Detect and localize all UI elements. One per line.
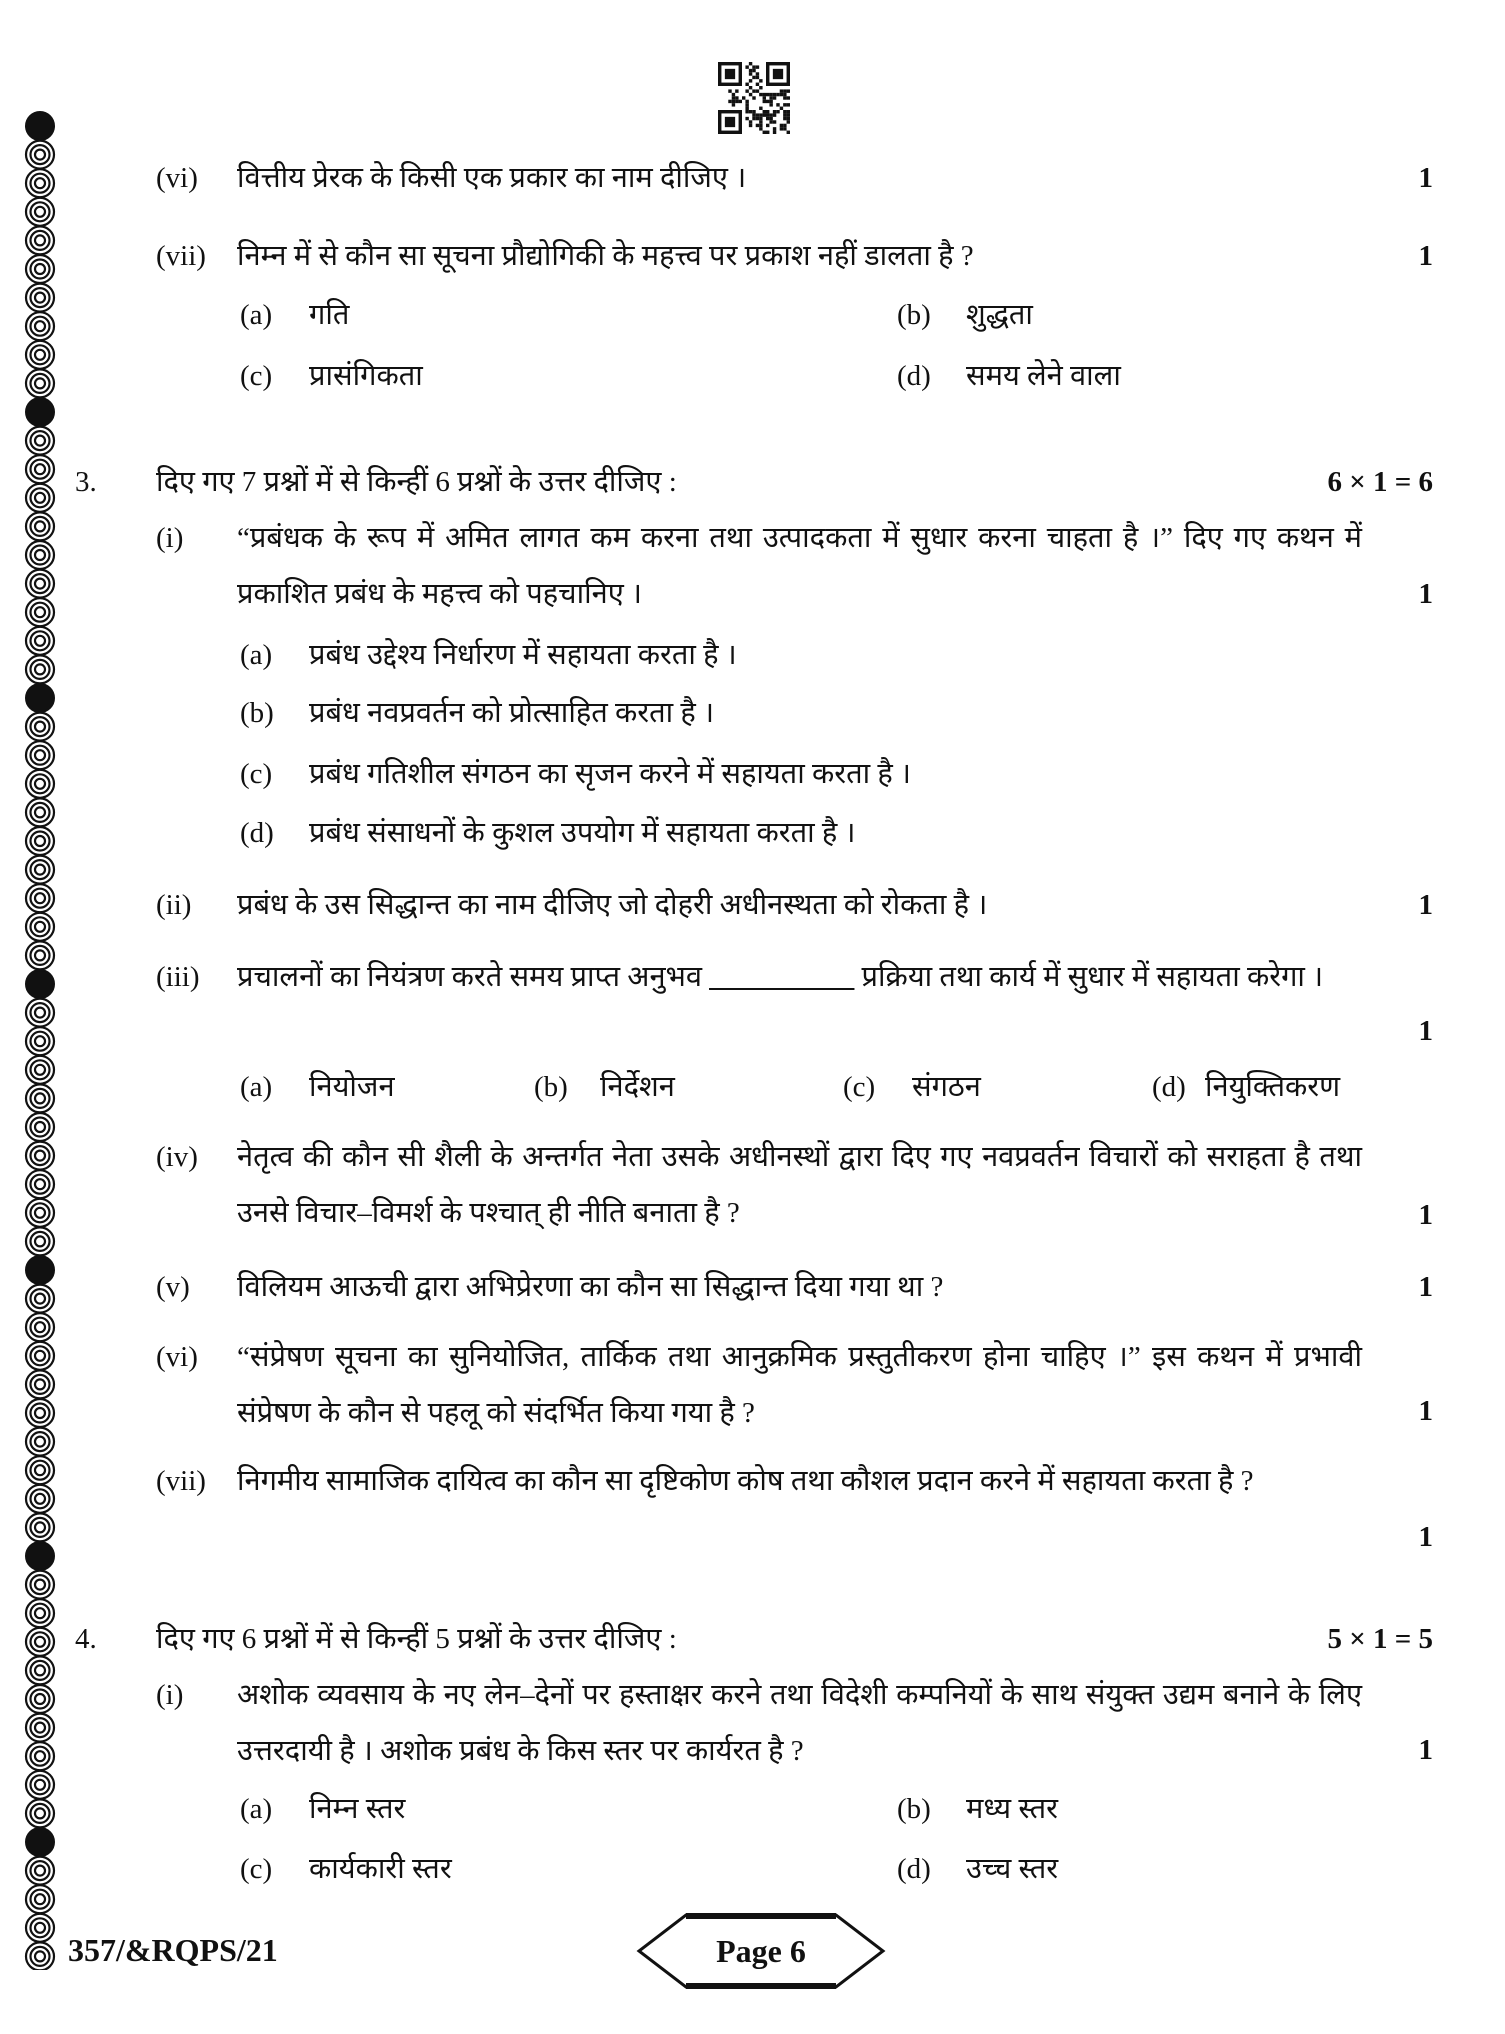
fill-in-blank: __________ (709, 961, 855, 993)
option-text: निम्न स्तर (309, 1793, 406, 1825)
concentric-ring-icon (26, 1399, 54, 1427)
concentric-ring-icon (26, 369, 54, 397)
concentric-ring-icon (26, 1714, 54, 1742)
option-text: प्रबंध नवप्रवर्तन को प्रोत्साहित करता है । (309, 697, 715, 729)
question-number: 4. (75, 1623, 97, 1655)
option-text: प्रबंध संसाधनों के कुशल उपयोग में सहायता करता है । (309, 817, 856, 849)
question-text: विलियम आऊची द्वारा अभिप्रेरणा का कौन सा सिद्धान्त दिया गया था ? (237, 1271, 944, 1303)
paper-code: 357/&RQPS/21 (68, 1932, 278, 1968)
concentric-ring-icon (26, 941, 54, 969)
concentric-ring-icon (26, 1857, 54, 1885)
concentric-ring-icon (26, 284, 54, 312)
concentric-ring-icon (26, 1628, 54, 1656)
filled-ring-icon (26, 1256, 54, 1284)
filled-ring-icon (26, 112, 54, 140)
concentric-ring-icon (26, 512, 54, 540)
concentric-ring-icon (26, 1313, 54, 1341)
question-number: (i) (156, 1679, 184, 1711)
concentric-ring-icon (26, 1170, 54, 1198)
concentric-ring-icon (26, 884, 54, 912)
concentric-ring-icon (26, 1742, 54, 1770)
option-label: (a) (240, 1071, 273, 1103)
filled-ring-icon (26, 684, 54, 712)
option-label: (d) (1152, 1071, 1186, 1103)
concentric-ring-icon (26, 341, 54, 369)
section-instruction: दिए गए 6 प्रश्नों में से किन्हीं 5 प्रश्नों के उत्तर दीजिए : (156, 1623, 677, 1655)
option-label: (a) (240, 299, 273, 331)
concentric-ring-icon (26, 198, 54, 226)
concentric-ring-icon (26, 627, 54, 655)
option-text: समय लेने वाला (966, 360, 1121, 392)
question-marks: 1 (1418, 1521, 1433, 1553)
concentric-ring-icon (26, 1571, 54, 1599)
concentric-ring-icon (26, 1799, 54, 1827)
question-number: (vi) (156, 162, 198, 194)
question-text: “संप्रेषण सूचना का सुनियोजित, तार्किक तथा आनुक्रमिक प्रस्तुतीकरण होना चाहिए ।” इस कथन में प्रभावी संप्रेषण के कौन से पहलू को संदर्भित किया गया है ? (237, 1341, 1362, 1429)
qr-code-icon (718, 62, 790, 134)
option-label: (c) (240, 758, 273, 790)
concentric-ring-icon (26, 255, 54, 283)
page-number-badge (636, 1912, 886, 1990)
decorative-ring-border (22, 110, 58, 1970)
question-number: (vii) (156, 240, 206, 272)
concentric-ring-icon (26, 141, 54, 169)
option-label: (c) (240, 360, 273, 392)
option-label: (b) (240, 697, 274, 729)
question-marks: 1 (1418, 1015, 1433, 1047)
option-text: प्रबंध गतिशील संगठन का सृजन करने में सहायता करता है । (309, 758, 912, 790)
question-text: निम्न में से कौन सा सूचना प्रौद्योगिकी के महत्त्व पर प्रकाश नहीं डालता है ? (237, 240, 974, 272)
option-text: प्रबंध उद्देश्य निर्धारण में सहायता करता है । (309, 639, 737, 671)
question-marks: 1 (1418, 1199, 1433, 1231)
concentric-ring-icon (26, 1227, 54, 1255)
concentric-ring-icon (26, 713, 54, 741)
concentric-ring-icon (26, 598, 54, 626)
question-text: नेतृत्व की कौन सी शैली के अन्तर्गत नेता उसके अधीनस्थों द्वारा दिए गए नवप्रवर्तन विचारों को सराहता है तथा उनसे विचार–विमर्श के पश्चात् ही नीति बनाता है ? (237, 1141, 1362, 1229)
option-label: (d) (897, 1853, 931, 1885)
option-text: कार्यकारी स्तर (309, 1853, 452, 1885)
concentric-ring-icon (26, 1685, 54, 1713)
option-label: (b) (897, 299, 931, 331)
question-marks: 1 (1418, 162, 1433, 194)
question-number: (iii) (156, 961, 200, 993)
option-text: मध्य स्तर (966, 1793, 1058, 1825)
question-text: प्रबंध के उस सिद्धान्त का नाम दीजिए जो दोहरी अधीनस्थता को रोकता है । (237, 889, 988, 921)
concentric-ring-icon (26, 741, 54, 769)
concentric-ring-icon (26, 169, 54, 197)
question-marks: 1 (1418, 1395, 1433, 1427)
question-text: “प्रबंधक के रूप में अमित लागत कम करना तथा उत्पादकता में सुधार करना चाहता है ।” दिए गए कथन में प्रकाशित प्रबंध के महत्त्व को पहचानिए । (237, 522, 1362, 610)
concentric-ring-icon (26, 1199, 54, 1227)
option-text: निर्देशन (600, 1071, 675, 1103)
option-text: संगठन (912, 1071, 981, 1103)
concentric-ring-icon (26, 1428, 54, 1456)
concentric-ring-icon (26, 1113, 54, 1141)
option-text: नियुक्तिकरण (1205, 1071, 1341, 1103)
option-text: प्रासंगिकता (309, 360, 423, 392)
question-marks: 1 (1418, 889, 1433, 921)
concentric-ring-icon (26, 1342, 54, 1370)
question-number: (ii) (156, 889, 192, 921)
question-text: वित्तीय प्रेरक के किसी एक प्रकार का नाम दीजिए । (237, 162, 747, 194)
question-number: (vii) (156, 1465, 206, 1497)
question-number: (v) (156, 1271, 190, 1303)
concentric-ring-icon (26, 541, 54, 569)
concentric-ring-icon (26, 1914, 54, 1942)
concentric-ring-icon (26, 1456, 54, 1484)
question-text-after: प्रक्रिया तथा कार्य में सुधार में सहायता करेगा । (861, 961, 1324, 993)
question-number: 3. (75, 466, 97, 498)
concentric-ring-icon (26, 1656, 54, 1684)
option-label: (d) (240, 817, 274, 849)
concentric-ring-icon (26, 1485, 54, 1513)
concentric-ring-icon (26, 1771, 54, 1799)
section-marks: 6 × 1 = 6 (1327, 466, 1433, 498)
concentric-ring-icon (26, 1084, 54, 1112)
option-text: नियोजन (309, 1071, 395, 1103)
question-text: निगमीय सामाजिक दायित्व का कौन सा दृष्टिकोण कोष तथा कौशल प्रदान करने में सहायता करता है ? (237, 1465, 1254, 1497)
option-label: (b) (534, 1071, 568, 1103)
concentric-ring-icon (26, 999, 54, 1027)
question-marks: 1 (1418, 1734, 1433, 1766)
question-text (237, 949, 1362, 1005)
section-marks: 5 × 1 = 5 (1327, 1623, 1433, 1655)
option-text: गति (309, 299, 350, 331)
page-number: Page 6 (716, 1933, 806, 1969)
section-instruction: दिए गए 7 प्रश्नों में से किन्हीं 6 प्रश्नों के उत्तर दीजिए : (156, 466, 677, 498)
concentric-ring-icon (26, 798, 54, 826)
concentric-ring-icon (26, 770, 54, 798)
concentric-ring-icon (26, 1599, 54, 1627)
concentric-ring-icon (26, 1027, 54, 1055)
option-label: (a) (240, 1793, 273, 1825)
option-label: (c) (843, 1071, 876, 1103)
question-marks: 1 (1418, 578, 1433, 610)
filled-ring-icon (26, 1828, 54, 1856)
concentric-ring-icon (26, 570, 54, 598)
question-number: (vi) (156, 1341, 198, 1373)
filled-ring-icon (26, 970, 54, 998)
concentric-ring-icon (26, 1285, 54, 1313)
option-text: शुद्धता (966, 299, 1033, 331)
concentric-ring-icon (26, 1056, 54, 1084)
filled-ring-icon (26, 1542, 54, 1570)
concentric-ring-icon (26, 226, 54, 254)
concentric-ring-icon (26, 1513, 54, 1541)
question-marks: 1 (1418, 1271, 1433, 1303)
question-marks: 1 (1418, 240, 1433, 272)
question-number: (iv) (156, 1141, 198, 1173)
option-text: उच्च स्तर (966, 1853, 1059, 1885)
concentric-ring-icon (26, 913, 54, 941)
concentric-ring-icon (26, 455, 54, 483)
concentric-ring-icon (26, 484, 54, 512)
concentric-ring-icon (26, 827, 54, 855)
option-label: (d) (897, 360, 931, 392)
concentric-ring-icon (26, 1142, 54, 1170)
question-number: (i) (156, 522, 184, 554)
concentric-ring-icon (26, 1885, 54, 1913)
option-label: (b) (897, 1793, 931, 1825)
option-label: (a) (240, 639, 273, 671)
concentric-ring-icon (26, 655, 54, 683)
concentric-ring-icon (26, 1370, 54, 1398)
filled-ring-icon (26, 398, 54, 426)
option-label: (c) (240, 1853, 273, 1885)
concentric-ring-icon (26, 427, 54, 455)
question-text: अशोक व्यवसाय के नए लेन–देनों पर हस्ताक्षर करने तथा विदेशी कम्पनियों के साथ संयुक्त उद्यम बनाने के लिए उत्तरदायी है । अशोक प्रबंध के किस स्तर पर कार्यरत है ? (237, 1679, 1362, 1767)
concentric-ring-icon (26, 312, 54, 340)
question-text-before: प्रचालनों का नियंत्रण करते समय प्राप्त अनुभव (237, 961, 703, 993)
concentric-ring-icon (26, 856, 54, 884)
concentric-ring-icon (26, 1942, 54, 1970)
